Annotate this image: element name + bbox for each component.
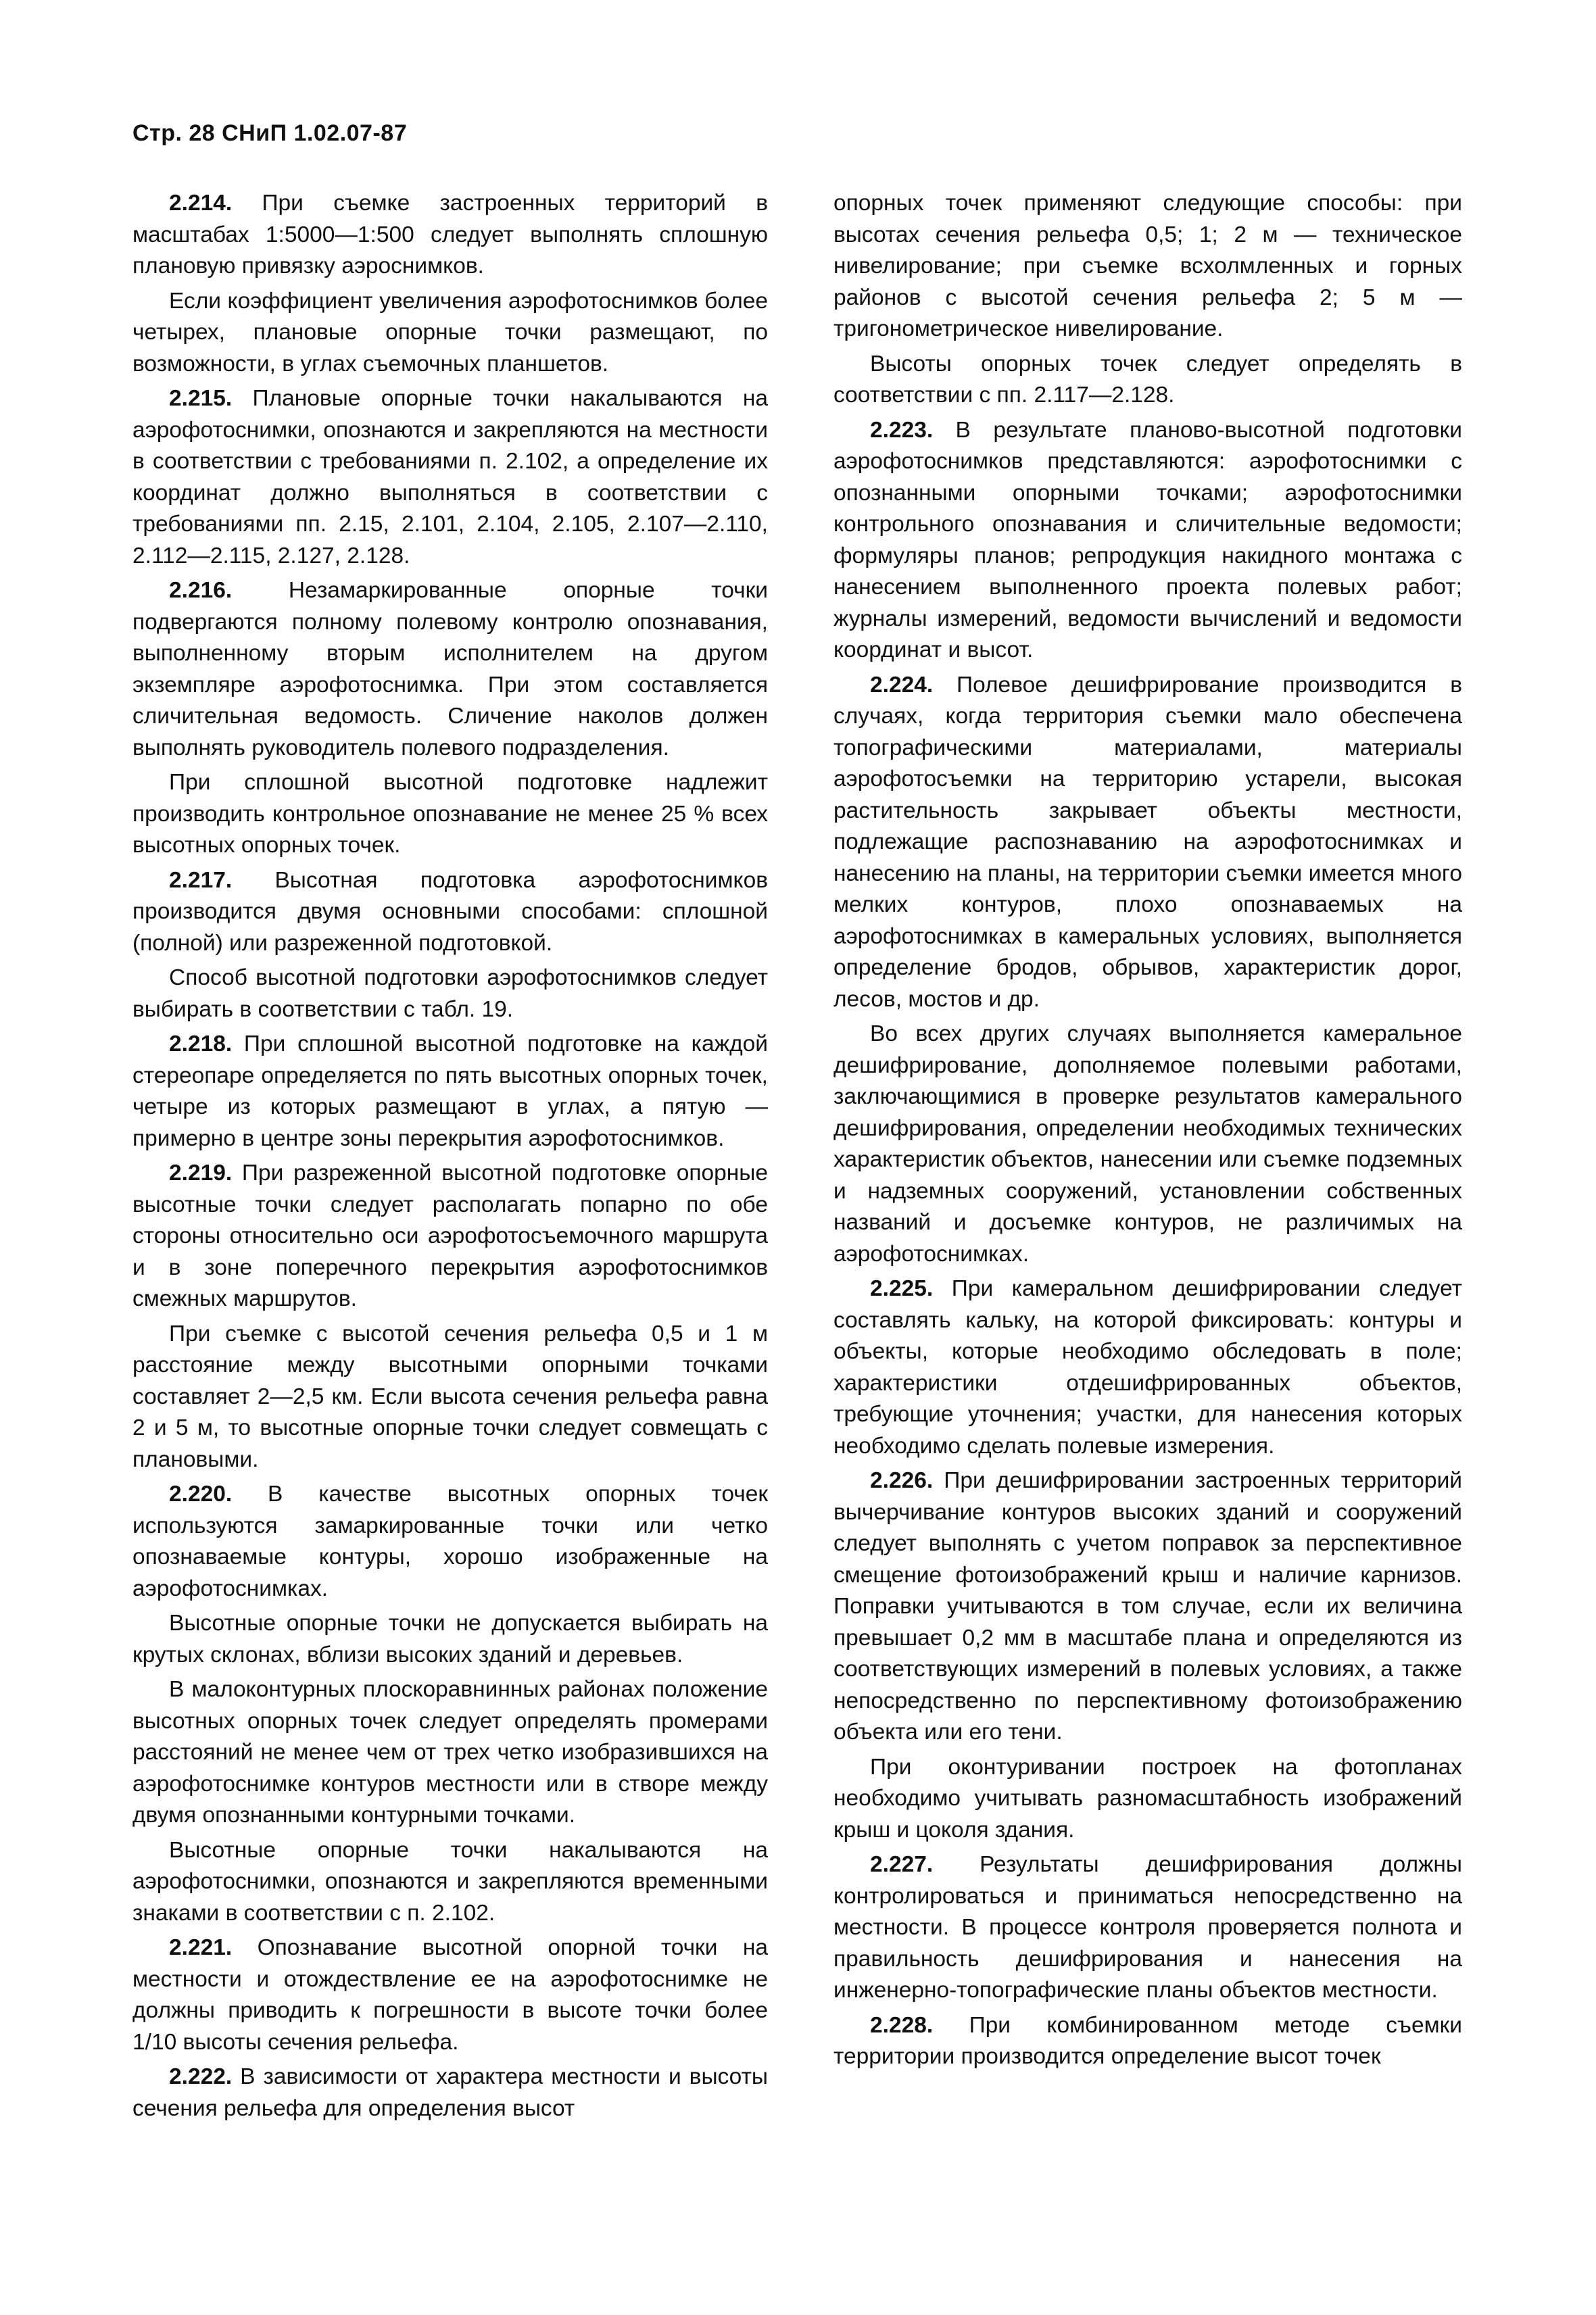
paragraph (833, 1465, 1462, 1749)
clause-text: В малоконтурных плоскоравнинных районах положение высотных опорных точек следует определять промерами расстояний не менее чем от трех четко изобразившихся на аэрофотоснимке контуров местности или в створе между двумя опознанными контурными точками. (132, 1677, 768, 1828)
page-header: Стр. 28 СНиП 1.02.07-87 (132, 120, 408, 146)
paragraph (833, 1019, 1462, 1270)
paragraph (833, 1752, 1462, 1847)
clause-number: 2.218. (169, 1031, 233, 1056)
clause-text: Опознавание высотной опорной точки на местности и отождествление ее на аэрофотоснимке не должны приводить к погрешности в высоте точки более 1/10 высоты сечения рельефа. (132, 1935, 768, 2055)
clause-text: Полевое дешифрирование производится в случаях, когда территория съемки мало обеспечена топографическими материалами, материалы аэрофотосъемки на территорию устарели, высокая растительность закрывает объекты местности, подлежащие распознаванию на аэрофотоснимках и нанесению на планы, на территории съемки имеется много мелких контуров, плохо опознаваемых на аэрофотоснимках в камеральных условиях, выполняется определение бродов, обрывов, характеристик дорог, лесов, мостов и др. (833, 672, 1462, 1012)
clause-text: Высоты опорных точек следует определять в соответствии с пп. 2.117—2.128. (833, 351, 1462, 408)
clause-text: Если коэффициент увеличения аэрофотоснимков более четырех, плановые опорные точки размещают, по возможности, в углах съемочных планшетов. (132, 288, 768, 376)
paragraph (833, 1273, 1462, 1462)
clause-text: При дешифрировании застроенных территорий вычерчивание контуров высоких зданий и сооружений следует выполнять с учетом поправок за перспективное смещение фотоизображений крыш и наличие карнизов. Поправки учитываются в том случае, если их величина превышает 0,2 мм в масштабе плана и определяются из соответствующих измерений в полевых условиях, а также непосредственно по перспективному фотоизображению объекта или его тени. (833, 1468, 1462, 1745)
clause-text: При разреженной высотной подготовке опорные высотные точки следует располагать попарно по обе стороны относительно оси аэрофотосъемочного маршрута и в зоне поперечного перекрытия аэрофотоснимков смежных маршрутов. (132, 1161, 768, 1311)
clause-number: 2.219. (169, 1161, 233, 1186)
clause-text: При съемке застроенных территорий в масштабах 1:5000—1:500 следует выполнять сплошную плановую привязку аэроснимков. (132, 191, 768, 278)
clause-text: При оконтуривании построек на фотопланах необходимо учитывать разномасштабность изображений крыш и цоколя здания. (833, 1754, 1462, 1843)
clause-text: При съемке с высотой сечения рельефа 0,5 и 1 м расстояние между высотными опорными точками составляет 2—2,5 км. Если высота сечения рельефа равна 2 и 5 м, то высотные опорные точки следует совмещать с плановыми. (132, 1321, 768, 1472)
clause-text: При комбинированном методе съемки территории производится определение высот точек (833, 2012, 1462, 2069)
clause-text: Высотные опорные точки накалываются на аэрофотоснимки, опознаются и закрепляются временными знаками в соответствии с п. 2.102. (132, 1837, 768, 1926)
clause-number: 2.228. (870, 2012, 934, 2038)
paragraph (132, 188, 768, 283)
clause-text: При сплошной высотной подготовке надлежит производить контрольное опознавание не менее 25 % всех высотных опорных точек. (132, 770, 768, 858)
paragraph (132, 575, 768, 764)
paragraph (132, 286, 768, 381)
paragraph (132, 1029, 768, 1154)
clause-number: 2.214. (169, 191, 233, 216)
clause-number: 2.226. (870, 1468, 934, 1493)
right-column (833, 188, 1462, 2076)
clause-text: Высотная подготовка аэрофотоснимков производится двумя основными способами: сплошной (полной) или разреженной подготовкой. (132, 867, 768, 956)
paragraph (833, 2010, 1462, 2073)
clause-number: 2.227. (870, 1852, 934, 1877)
paragraph (132, 2062, 768, 2124)
paragraph (132, 962, 768, 1025)
paragraph (132, 1835, 768, 1930)
clause-number: 2.216. (169, 578, 233, 603)
clause-text: В зависимости от характера местности и высоты сечения рельефа для определения высот (132, 2064, 768, 2121)
clause-text: Во всех других случаях выполняется камеральное дешифрирование, дополняемое полевыми работами, заключающимися в проверке результатов камерального дешифрирования, определении необходимых технических характеристик объектов, нанесении или съемке подземных и надземных сооружений, установлении собственных названий и досъемке контуров, не различимых на аэрофотоснимках. (833, 1021, 1462, 1267)
clause-text: Незамаркированные опорные точки подвергаются полному полевому контролю опознавания, выполненному вторым исполнителем на другом экземпляре аэрофотоснимка. При этом составляется сличительная ведомость. Сличение наколов должен выполнять руководитель полевого подразделения. (132, 578, 768, 760)
clause-number: 2.223. (870, 417, 934, 443)
clause-text: При камеральном дешифрировании следует составлять кальку, на которой фиксировать: контуры и объекты, которые необходимо обследовать в поле; характеристики отдешифрированных объектов, требующие уточнения; участки, для нанесения которых необходимо сделать полевые измерения. (833, 1276, 1462, 1459)
clause-number: 2.224. (870, 672, 934, 698)
clause-number: 2.217. (169, 867, 233, 893)
clause-number: 2.215. (169, 386, 233, 411)
paragraph (132, 865, 768, 960)
paragraph (132, 1319, 768, 1476)
clause-number: 2.225. (870, 1276, 934, 1301)
paragraph (833, 1849, 1462, 2007)
clause-number: 2.221. (169, 1935, 233, 1960)
paragraph (833, 188, 1462, 345)
paragraph (833, 349, 1462, 412)
clause-text: В качестве высотных опорных точек используются замаркированные точки или четко опознаваемые контуры, хорошо изображенные на аэрофотоснимках. (132, 1482, 768, 1601)
left-column (132, 188, 768, 2128)
paragraph (833, 415, 1462, 666)
paragraph (132, 1608, 768, 1671)
clause-text: Способ высотной подготовки аэрофотоснимков следует выбирать в соответствии с табл. 19. (132, 965, 768, 1022)
clause-text: В результате планово-высотной подготовки аэрофотоснимков представляются: аэрофотоснимки с опознанными опорными точками; аэрофотоснимки контрольного опознавания и сличительные ведомости; формуляры планов; репродукция накидного монтажа с нанесением выполненного проекта полевых работ; журналы измерений, ведомости вычислений и ведомости координат и высот. (833, 417, 1462, 662)
paragraph (833, 670, 1462, 1016)
clause-text: Высотные опорные точки не допускается выбирать на крутых склонах, вблизи высоких зданий и деревьев. (132, 1611, 768, 1667)
clause-number: 2.220. (169, 1482, 233, 1507)
clause-text: Результаты дешифрирования должны контролироваться и приниматься непосредственно на местности. В процессе контроля проверяется полнота и правильность дешифрирования и нанесения на инженерно-топографические планы объектов местности. (833, 1852, 1462, 2003)
clause-text: Плановые опорные точки накалываются на аэрофотоснимки, опознаются и закрепляются на местности в соответствии с требованиями п. 2.102, а определение их координат должно выполняться в соответствии с требованиями пп. 2.15, 2.101, 2.104, 2.105, 2.107—2.110, 2.112—2.115, 2.127, 2.128. (132, 386, 768, 568)
paragraph (132, 1158, 768, 1315)
paragraph (132, 1932, 768, 2058)
paragraph (132, 1479, 768, 1605)
paragraph (132, 767, 768, 862)
clause-text: опорных точек применяют следующие способы: при высотах сечения рельефа 0,5; 1; 2 м — техническое нивелирование; при съемке всхолмленных и горных районов с высотой сечения рельефа 2; 5 м — тригонометрическое нивелирование. (833, 191, 1462, 341)
clause-number: 2.222. (169, 2064, 233, 2089)
paragraph (132, 1674, 768, 1832)
paragraph (132, 383, 768, 572)
clause-text: При сплошной высотной подготовке на каждой стереопаре определяется по пять высотных опорных точек, четыре из которых размещают в углах, а пятую — примерно в центре зоны перекрытия аэрофотоснимков. (132, 1031, 768, 1151)
